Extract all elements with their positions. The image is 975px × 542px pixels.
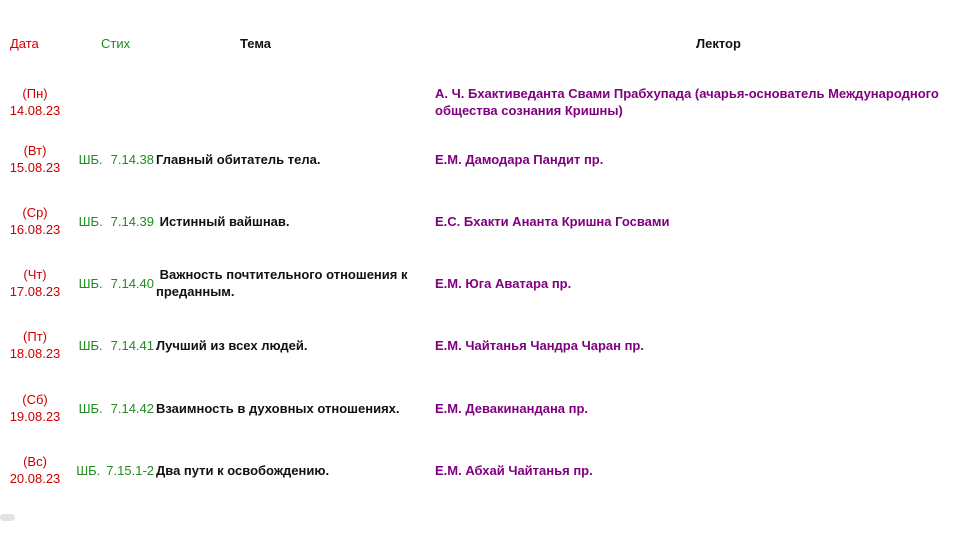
weekday: (Пт) [23, 329, 47, 344]
lecturer-name: Е.М. Абхай Чайтанья пр. [435, 462, 593, 478]
verse-ref: 7.15.1-2 [106, 462, 154, 478]
date-cell [0, 191, 70, 251]
verse-prefix: ШБ. [78, 213, 103, 229]
verse-cell [72, 191, 154, 251]
table-row [0, 440, 975, 500]
topic-cell [154, 378, 422, 438]
verse-prefix: ШБ. [78, 337, 103, 353]
lecturer-name: Е.М. Чайтанья Чандра Чаран пр. [435, 337, 644, 353]
topic-text: Два пути к освобождению. [156, 462, 330, 478]
lecturer-cell [435, 253, 970, 313]
horizontal-scrollbar-thumb[interactable] [0, 514, 15, 521]
date-value: 14.08.23 [9, 103, 61, 118]
verse-cell [72, 440, 154, 500]
lecturer-cell [435, 191, 970, 251]
date-cell [0, 315, 70, 375]
lecturer-cell [435, 440, 970, 500]
lecturer-name: Е.М. Дамодара Пандит пр. [435, 151, 604, 167]
weekday: (Вс) [23, 454, 47, 469]
topic-text: Истинный вайшнав. [156, 213, 290, 229]
topic-text: Лучший из всех людей. [156, 337, 308, 353]
weekday: (Чт) [23, 267, 47, 282]
verse-cell [72, 72, 154, 132]
date-cell [0, 72, 70, 132]
date-value: 19.08.23 [9, 409, 61, 424]
verse-prefix: ШБ. [78, 400, 103, 416]
table-row [0, 72, 975, 132]
date-value: 16.08.23 [9, 222, 61, 237]
lecturer-name: Е.М. Девакинандана пр. [435, 400, 589, 416]
topic-text: Важность почтительного отношения к преданным. [156, 267, 412, 299]
verse-cell [72, 378, 154, 438]
weekday: (Сб) [22, 392, 48, 407]
table-row [0, 191, 975, 251]
lecturer-cell [435, 72, 970, 132]
weekday: (Пн) [22, 86, 48, 101]
verse-cell [72, 129, 154, 189]
verse-prefix: ШБ. [76, 462, 101, 478]
topic-cell [154, 253, 422, 313]
table-row [0, 378, 975, 438]
topic-cell [154, 315, 422, 375]
topic-cell [154, 191, 422, 251]
verse-prefix: ШБ. [78, 275, 103, 291]
header-date: Дата [10, 36, 39, 51]
topic-text: Главный обитатель тела. [156, 151, 321, 167]
date-value: 20.08.23 [9, 471, 61, 486]
lecturer-name: Е.М. Юга Аватара пр. [435, 275, 572, 291]
topic-cell [154, 440, 422, 500]
date-value: 15.08.23 [9, 160, 61, 175]
date-cell [0, 253, 70, 313]
date-cell [0, 129, 70, 189]
topic-cell [154, 129, 422, 189]
verse-cell [72, 253, 154, 313]
date-cell [0, 440, 70, 500]
date-cell [0, 378, 70, 438]
verse-ref: 7.14.41 [110, 337, 154, 353]
date-value: 18.08.23 [9, 346, 61, 361]
verse-ref: 7.14.39 [110, 213, 154, 229]
header-lecturer: Лектор [696, 36, 741, 51]
table-row [0, 129, 975, 189]
lecturer-cell [435, 378, 970, 438]
header-topic: Тема [240, 36, 272, 51]
verse-ref: 7.14.42 [110, 400, 154, 416]
header-verse: Стих [101, 36, 131, 51]
verse-ref: 7.14.38 [110, 151, 154, 167]
weekday: (Ср) [22, 205, 48, 220]
topic-text: Взаимность в духовных отношениях. [156, 400, 400, 416]
lecturer-name: Е.С. Бхакти Ананта Кришна Госвами [435, 213, 670, 229]
lecturer-name: А. Ч. Бхактиведанта Свами Прабхупада (ачарья-основатель Международного общества сознания Кришны) [435, 86, 939, 118]
table-row [0, 315, 975, 375]
verse-cell [72, 315, 154, 375]
table-row [0, 253, 975, 313]
lecturer-cell [435, 129, 970, 189]
weekday: (Вт) [23, 143, 47, 158]
topic-cell [154, 72, 422, 132]
verse-ref: 7.14.40 [110, 275, 154, 291]
verse-prefix: ШБ. [78, 151, 103, 167]
lecturer-cell [435, 315, 970, 375]
date-value: 17.08.23 [9, 284, 61, 299]
